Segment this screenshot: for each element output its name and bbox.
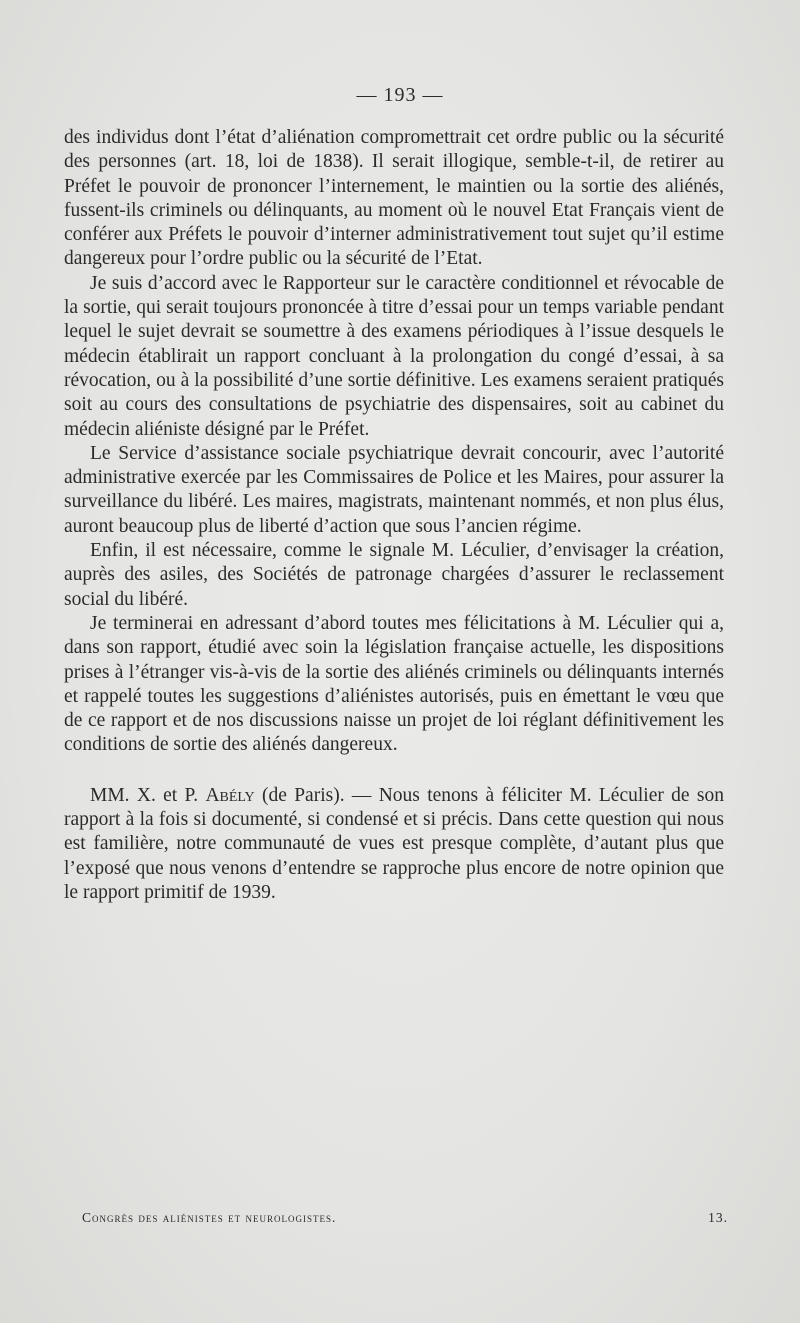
paragraph-1: des individus dont l’état d’aliénation compromettrait cet ordre public ou la sécurité des personnes (art. 18, loi de 1838). Il serait illogique, semble-t-il, de retirer au Préfet le pouvoir de prononcer l’internement, le maintien ou la sortie des aliénés, fussent-ils criminels ou délinquants, au moment où le nouvel Etat Français vient de conférer aux Préfets le pouvoir d’interner administrativement tout sujet qu’il estime dangereux pour l’ordre public ou la sécurité de l’Etat.	[64, 127, 724, 270]
footer	[82, 1210, 728, 1226]
signature-mark: 13.	[708, 1210, 728, 1225]
page-number: — 193 —	[356, 84, 444, 106]
speaker-name: Abély	[205, 784, 255, 806]
paragraph-5: Je terminerai en adressant d’abord toutes mes félicitations à M. Léculier qui a, dans son rapport, étudié avec soin la législation française actuelle, les dispositions prises à l’étranger vis-à-vis de la sortie des aliénés criminels ou délinquants internés et rappelé toutes les suggestions d’aliénistes autorisés, puis en émettant le vœu que de ce rapport et de nos discussions naisse un projet de loi réglant définitivement les conditions de sortie des aliénés dangereux.	[64, 612, 724, 756]
paragraph-6	[64, 784, 724, 905]
paragraph-4: Enfin, il est nécessaire, comme le signale M. Léculier, d’envisager la création, auprès des asiles, des Sociétés de patronage chargées d’assurer le reclassement social du libéré.	[64, 540, 724, 610]
footer-title: Congrès des aliénistes et neurologistes.	[82, 1210, 337, 1225]
speaker-prefix: MM. X. et P.	[90, 784, 206, 806]
paragraph-3: Le Service d’assistance sociale psychiatrique devrait concourir, avec l’autorité administrative exercée par les Commissaires de Police et les Maires, pour assurer la surveillance du libéré. Les maires, magistrats, maintenant nommés, et non plus élus, auront beaucoup plus de liberté d’action que sous l’ancien régime.	[64, 442, 724, 537]
paragraph-2: Je suis d’accord avec le Rapporteur sur le caractère conditionnel et révocable de la sortie, qui serait toujours prononcée à titre d’essai pour un temps variable pendant lequel le sujet devrait se soumettre à des examens périodiques à l’issue desquels le médecin établirait un rapport concluant à la prolongation du congé d’essai, à sa révocation, ou à la possibilité d’une sortie définitive. Les examens seraient pratiqués soit au cours des consultations de psychiatrie des dispensaires, soit au cabinet du médecin aliéniste désigné par le Préfet.	[64, 272, 724, 440]
body-text	[64, 126, 724, 905]
paragraph-6-text: (de Paris). — Nous tenons à féliciter M. Léculier de son rapport à la fois si documenté, si condensé et si précis. Dans cette question qui nous est familière, notre communauté de vues est presque complète, d’autant plus que l’exposé que nous venons d’entendre se rapproche plus encore de notre opinion que le rapport primitif de 1939.	[64, 784, 724, 903]
